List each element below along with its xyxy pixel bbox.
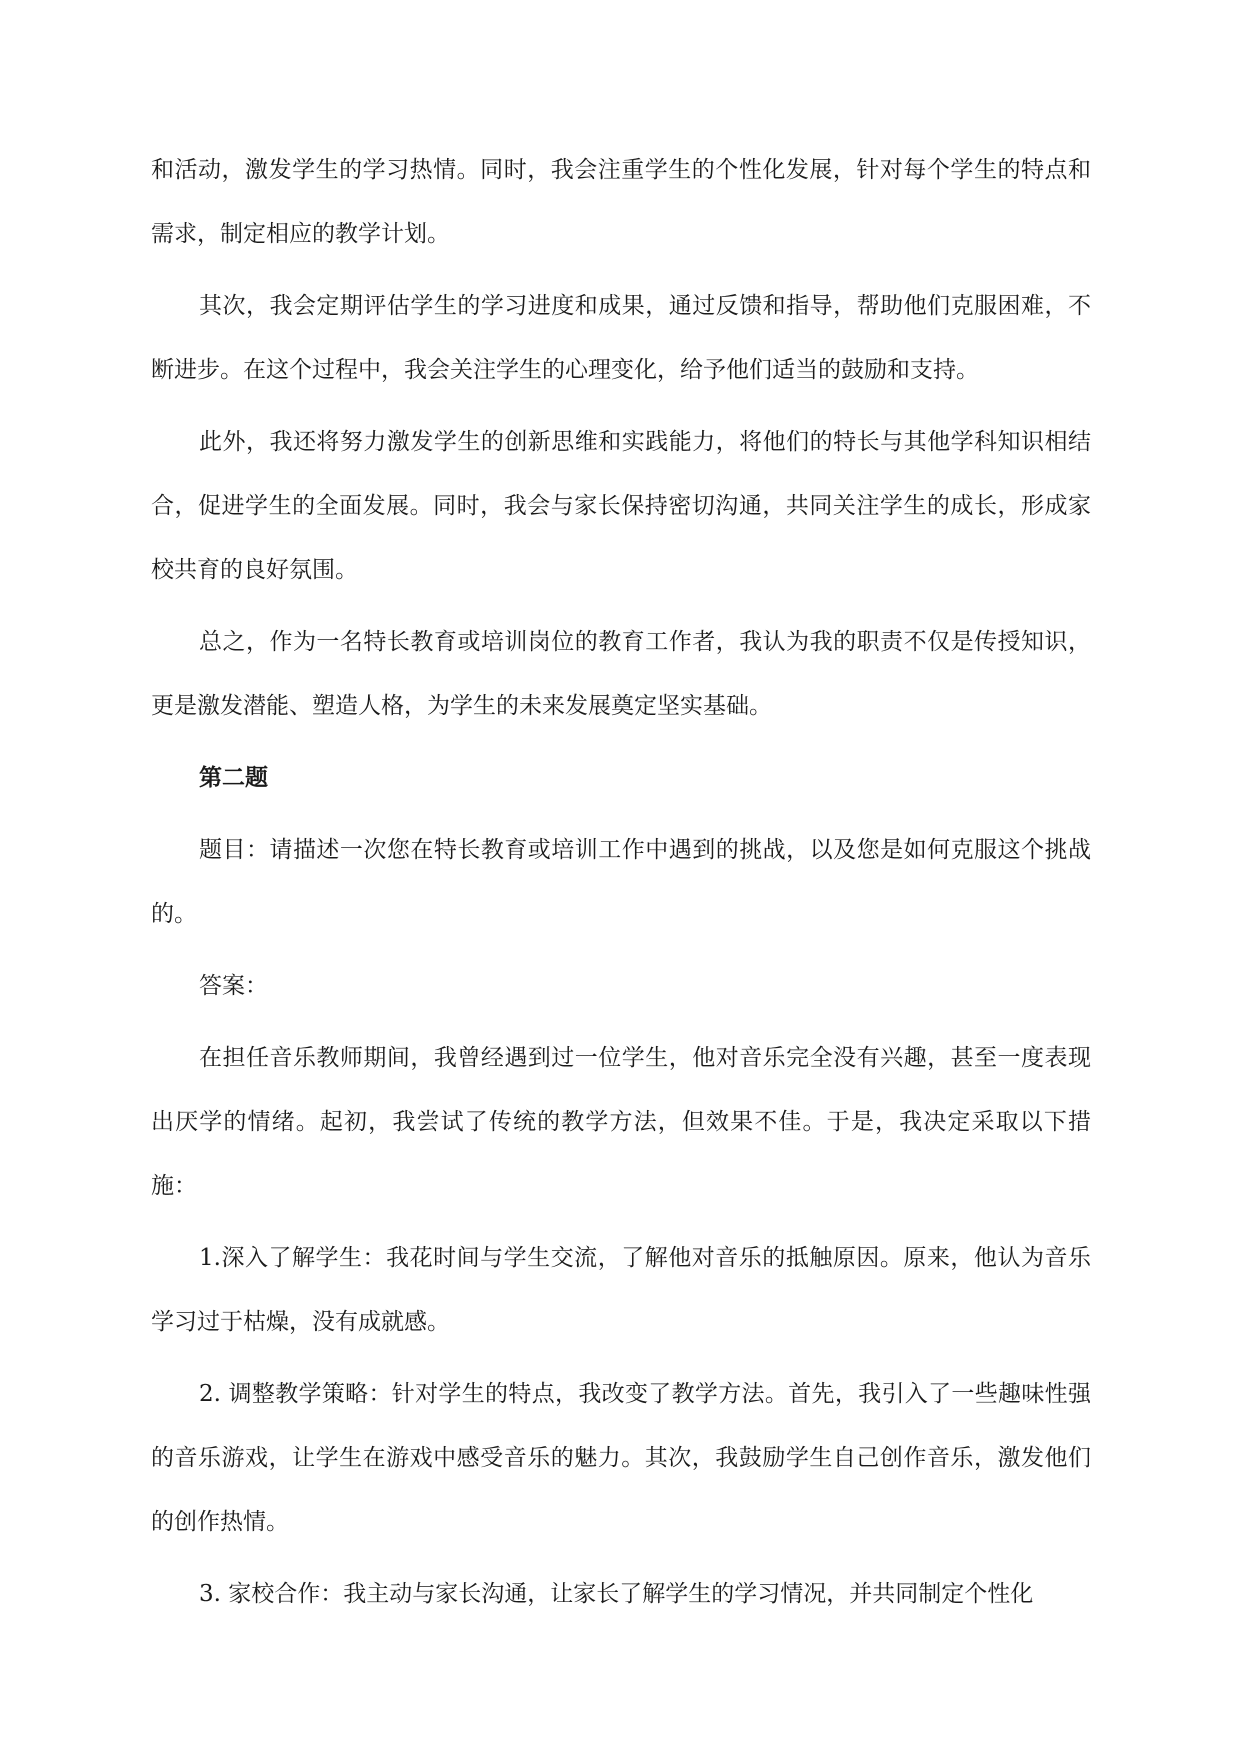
section-heading: 第二题: [199, 764, 268, 791]
paragraph-summary: 总之，作为一名特长教育或培训岗位的教育工作者，我认为我的职责不仅是传授知识，更是激发潜能、塑造人格，为学生的未来发展奠定坚实基础。: [151, 629, 1091, 719]
paragraph-evaluation: 其次，我会定期评估学生的学习进度和成果，通过反馈和指导，帮助他们克服困难，不断进步。在这个过程中，我会关注学生的心理变化，给予他们适当的鼓励和支持。: [151, 293, 1091, 383]
paragraph-innovation: 此外，我还将努力激发学生的创新思维和实践能力，将他们的特长与其他学科知识相结合，促进学生的全面发展。同时，我会与家长保持密切沟通，共同关注学生的成长，形成家校共育的良好氛围。: [151, 429, 1091, 583]
list-item-1: 1.深入了解学生：我花时间与学生交流，了解他对音乐的抵触原因。原来，他认为音乐学习过于枯燥，没有成就感。: [151, 1245, 1091, 1335]
answer-label: 答案：: [199, 973, 268, 999]
list-item-2: 2. 调整教学策略：针对学生的特点，我改变了教学方法。首先，我引入了一些趣味性强的音乐游戏，让学生在游戏中感受音乐的魅力。其次，我鼓励学生自己创作音乐，激发他们的创作热情。: [151, 1381, 1091, 1535]
question-text: 题目：请描述一次您在特长教育或培训工作中遇到的挑战，以及您是如何克服这个挑战的。: [151, 837, 1091, 927]
paragraph-continuation: 和活动，激发学生的学习热情。同时，我会注重学生的个性化发展，针对每个学生的特点和需求，制定相应的教学计划。: [151, 157, 1091, 247]
paragraph-background: 在担任音乐教师期间，我曾经遇到过一位学生，他对音乐完全没有兴趣，甚至一度表现出厌学的情绪。起初，我尝试了传统的教学方法，但效果不佳。于是，我决定采取以下措施：: [151, 1045, 1091, 1199]
document-body: [151, 138, 1091, 1634]
list-item-3: 3. 家校合作：我主动与家长沟通，让家长了解学生的学习情况，并共同制定个性化: [199, 1581, 1034, 1607]
